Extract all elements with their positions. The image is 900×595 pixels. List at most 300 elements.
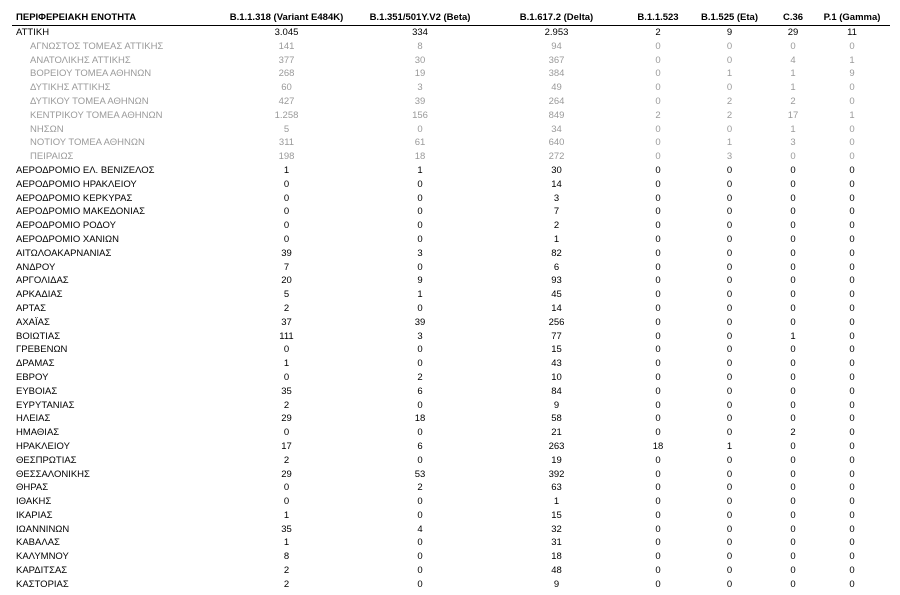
count-cell: 0	[849, 358, 855, 370]
count-cell: 0	[726, 330, 733, 342]
count-cell: 0	[790, 578, 796, 590]
count-cell: 30	[551, 164, 562, 176]
count-cell: 1	[790, 68, 796, 80]
count-cell: 0	[655, 275, 661, 287]
count-cell: 0	[726, 192, 733, 204]
count-cell: 3	[726, 151, 733, 163]
count-cell: 14	[551, 302, 562, 314]
count-cell: 3	[790, 137, 796, 149]
count-cell: 32	[551, 523, 562, 535]
count-cell: 2	[726, 109, 733, 121]
count-cell: 0	[417, 427, 423, 439]
variant-c36-column-header: C.36	[772, 10, 814, 26]
table-row	[12, 26, 890, 40]
count-cell: 0	[849, 220, 855, 232]
count-cell: 0	[655, 371, 661, 383]
count-cell: 0	[655, 413, 661, 425]
count-cell: 15	[551, 344, 562, 356]
region-name-cell: ΗΛΕΙΑΣ	[16, 413, 51, 425]
table-row	[12, 550, 890, 564]
count-cell: 268	[278, 68, 295, 80]
count-cell: 0	[726, 123, 733, 135]
count-cell: 0	[849, 468, 855, 480]
count-cell: 1	[417, 289, 423, 301]
count-cell: 0	[655, 40, 661, 52]
count-cell: 156	[412, 109, 428, 121]
count-cell: 11	[847, 27, 857, 38]
count-cell: 392	[548, 468, 565, 480]
count-cell: 0	[417, 496, 423, 508]
count-cell: 3	[417, 247, 423, 259]
count-cell: 6	[553, 261, 560, 273]
count-cell: 263	[548, 440, 565, 452]
region-name-cell: ΠΕΙΡΑΙΩΣ	[30, 151, 74, 163]
count-cell: 0	[655, 427, 661, 439]
count-cell: 0	[790, 468, 796, 480]
table-row	[12, 261, 890, 275]
region-name-cell: ΑΤΤΙΚΗ	[16, 27, 50, 38]
count-cell: 0	[655, 358, 661, 370]
count-cell: 4	[790, 54, 796, 66]
count-cell: 0	[655, 523, 661, 535]
count-cell: 0	[790, 454, 796, 466]
count-cell: 1	[417, 164, 423, 176]
count-cell: 0	[849, 551, 855, 563]
count-cell: 0	[849, 289, 855, 301]
count-cell: 0	[726, 413, 733, 425]
count-cell: 0	[655, 482, 661, 494]
count-cell: 0	[655, 192, 661, 204]
count-cell: 0	[726, 358, 733, 370]
count-cell: 2	[726, 95, 733, 107]
region-name-cell: ΙΩΑΝΝΙΝΩΝ	[16, 523, 70, 535]
count-cell: 1	[790, 82, 796, 94]
region-name-cell: ΘΗΡΑΣ	[16, 482, 49, 494]
count-cell: 0	[417, 551, 423, 563]
count-cell: 0	[849, 206, 855, 218]
count-cell: 0	[790, 551, 796, 563]
count-cell: 18	[414, 151, 426, 163]
count-cell: 0	[849, 344, 855, 356]
count-cell: 111	[279, 330, 294, 342]
count-cell: 0	[655, 206, 661, 218]
count-cell: 9	[417, 275, 423, 287]
count-cell: 6	[417, 440, 423, 452]
table-row	[12, 564, 890, 578]
count-cell: 0	[726, 275, 733, 287]
count-cell: 0	[790, 261, 796, 273]
count-cell: 0	[283, 206, 290, 218]
sub-region-row	[12, 67, 890, 81]
count-cell: 0	[790, 358, 796, 370]
region-name-cell: ΑΡΤΑΣ	[16, 302, 46, 314]
count-cell: 2	[283, 302, 290, 314]
table-row	[12, 178, 890, 192]
count-cell: 377	[278, 54, 295, 66]
count-cell: 0	[417, 220, 423, 232]
count-cell: 9	[726, 27, 733, 38]
count-cell: 0	[849, 192, 855, 204]
count-cell: 0	[655, 302, 661, 314]
count-cell: 0	[655, 551, 661, 563]
count-cell: 0	[849, 82, 855, 94]
count-cell: 0	[790, 344, 796, 356]
count-cell: 1	[790, 330, 796, 342]
count-cell: 93	[551, 275, 562, 287]
count-cell: 0	[790, 413, 796, 425]
count-cell: 0	[849, 178, 855, 190]
count-cell: 0	[726, 82, 733, 94]
count-cell: 0	[417, 344, 423, 356]
region-name-cell: ΑΡΚΑΔΙΑΣ	[16, 289, 63, 301]
count-cell: 0	[849, 261, 855, 273]
count-cell: 0	[283, 427, 290, 439]
count-cell: 39	[281, 247, 292, 259]
count-cell: 0	[417, 233, 423, 245]
count-cell: 2	[553, 220, 560, 232]
count-cell: 427	[278, 95, 295, 107]
count-cell: 0	[790, 537, 796, 549]
count-cell: 0	[790, 523, 796, 535]
table-row	[12, 357, 890, 371]
region-name-cell: ΒΟΙΩΤΙΑΣ	[16, 330, 61, 342]
count-cell: 37	[281, 316, 292, 328]
count-cell: 0	[849, 137, 855, 149]
variant-b11523-column-header: B.1.1.523	[629, 10, 687, 26]
count-cell: 0	[726, 289, 733, 301]
count-cell: 0	[849, 371, 855, 383]
count-cell: 272	[548, 151, 565, 163]
count-cell: 0	[790, 371, 796, 383]
variant-eta-column-header: B.1.525 (Eta)	[687, 10, 772, 26]
count-cell: 35	[281, 385, 292, 397]
table-row	[12, 192, 890, 206]
count-cell: 0	[726, 40, 733, 52]
count-cell: 0	[726, 233, 733, 245]
region-name-cell: ΒΟΡΕΙΟΥ ΤΟΜΕΑ ΑΘΗΝΩΝ	[30, 68, 152, 80]
count-cell: 53	[414, 468, 426, 480]
count-cell: 10	[551, 371, 562, 383]
count-cell: 0	[849, 482, 855, 494]
count-cell: 94	[551, 40, 562, 52]
count-cell: 849	[548, 109, 565, 121]
count-cell: 49	[551, 82, 562, 94]
region-name-cell: ΘΕΣΠΡΩΤΙΑΣ	[16, 454, 77, 466]
count-cell: 29	[281, 468, 292, 480]
count-cell: 0	[417, 358, 423, 370]
region-column-header: ΠΕΡΙΦΕΡΕΙΑΚΗ ΕΝΟΤΗΤΑ	[12, 10, 217, 26]
region-name-cell: ΑΝΑΤΟΛΙΚΗΣ ΑΤΤΙΚΗΣ	[30, 54, 131, 66]
count-cell: 31	[551, 537, 562, 549]
count-cell: 0	[849, 565, 855, 577]
count-cell: 0	[726, 247, 733, 259]
count-cell: 0	[790, 289, 796, 301]
count-cell: 0	[849, 95, 855, 107]
count-cell: 61	[414, 137, 426, 149]
header-row	[12, 10, 890, 26]
count-cell: 0	[655, 565, 661, 577]
count-cell: 19	[551, 454, 562, 466]
count-cell: 17	[787, 109, 799, 121]
variants-table	[12, 10, 890, 592]
count-cell: 0	[726, 385, 733, 397]
count-cell: 0	[283, 192, 290, 204]
sub-region-row	[12, 109, 890, 123]
count-cell: 0	[790, 316, 796, 328]
count-cell: 43	[551, 358, 562, 370]
count-cell: 0	[417, 454, 423, 466]
count-cell: 0	[790, 247, 796, 259]
count-cell: 1.258	[274, 109, 299, 121]
count-cell: 0	[849, 302, 855, 314]
count-cell: 0	[655, 220, 661, 232]
count-cell: 0	[283, 482, 290, 494]
variant-gamma-column-header: P.1 (Gamma)	[814, 10, 890, 26]
count-cell: 0	[726, 454, 733, 466]
count-cell: 0	[726, 164, 733, 176]
count-cell: 1	[849, 54, 855, 66]
count-cell: 0	[849, 40, 855, 52]
count-cell: 0	[726, 261, 733, 273]
count-cell: 0	[283, 178, 290, 190]
count-cell: 2	[283, 565, 290, 577]
table-row	[12, 468, 890, 482]
count-cell: 0	[655, 178, 661, 190]
count-cell: 0	[726, 371, 733, 383]
count-cell: 0	[849, 509, 855, 521]
count-cell: 0	[655, 509, 661, 521]
count-cell: 0	[655, 454, 661, 466]
sub-region-row	[12, 54, 890, 68]
count-cell: 0	[790, 151, 796, 163]
count-cell: 384	[548, 68, 565, 80]
count-cell: 0	[283, 220, 290, 232]
count-cell: 0	[726, 302, 733, 314]
count-cell: 0	[849, 399, 855, 411]
count-cell: 0	[417, 537, 423, 549]
count-cell: 0	[790, 482, 796, 494]
table-row	[12, 205, 890, 219]
count-cell: 0	[726, 54, 733, 66]
region-name-cell: ΚΑΒΑΛΑΣ	[16, 537, 60, 549]
count-cell: 0	[417, 302, 423, 314]
count-cell: 1	[726, 137, 733, 149]
count-cell: 0	[655, 261, 661, 273]
count-cell: 0	[849, 440, 855, 452]
region-name-cell: ΚΑΣΤΟΡΙΑΣ	[16, 578, 69, 590]
count-cell: 45	[551, 289, 562, 301]
count-cell: 2	[417, 482, 423, 494]
count-cell: 2	[283, 399, 290, 411]
table-row	[12, 578, 890, 592]
count-cell: 7	[553, 206, 560, 218]
variant-beta-column-header: B.1.351/501Y.V2 (Beta)	[356, 10, 484, 26]
table-row	[12, 247, 890, 261]
count-cell: 0	[790, 399, 796, 411]
region-name-cell: ΑΝΔΡΟΥ	[16, 261, 56, 273]
region-name-cell: ΗΡΑΚΛΕΙΟΥ	[16, 440, 70, 452]
count-cell: 0	[726, 565, 733, 577]
count-cell: 1	[849, 109, 855, 121]
table-row	[12, 274, 890, 288]
count-cell: 0	[417, 192, 423, 204]
count-cell: 0	[790, 178, 796, 190]
count-cell: 2	[283, 578, 290, 590]
region-name-cell: ΑΕΡΟΔΡΟΜΙΟ ΗΡΑΚΛΕΙΟΥ	[16, 178, 137, 190]
count-cell: 0	[849, 578, 855, 590]
count-cell: 21	[551, 427, 562, 439]
count-cell: 0	[283, 233, 290, 245]
count-cell: 63	[551, 482, 562, 494]
count-cell: 0	[283, 371, 290, 383]
count-cell: 0	[849, 316, 855, 328]
count-cell: 30	[414, 54, 426, 66]
count-cell: 0	[726, 316, 733, 328]
sub-region-row	[12, 123, 890, 137]
count-cell: 0	[849, 233, 855, 245]
count-cell: 0	[849, 385, 855, 397]
count-cell: 0	[849, 151, 855, 163]
count-cell: 9	[553, 399, 560, 411]
count-cell: 18	[652, 440, 664, 452]
count-cell: 640	[548, 137, 565, 149]
region-name-cell: ΚΑΡΔΙΤΣΑΣ	[16, 565, 68, 577]
count-cell: 77	[551, 330, 562, 342]
region-name-cell: ΕΒΡΟΥ	[16, 371, 49, 383]
count-cell: 0	[849, 454, 855, 466]
count-cell: 0	[655, 151, 661, 163]
count-cell: 0	[726, 509, 733, 521]
sub-region-row	[12, 81, 890, 95]
count-cell: 0	[655, 399, 661, 411]
count-cell: 0	[790, 509, 796, 521]
count-cell: 3	[417, 330, 423, 342]
region-name-cell: ΙΚΑΡΙΑΣ	[16, 509, 53, 521]
count-cell: 367	[548, 54, 565, 66]
count-cell: 2	[417, 371, 423, 383]
count-cell: 0	[655, 344, 661, 356]
count-cell: 0	[655, 54, 661, 66]
region-name-cell: ΘΕΣΣΑΛΟΝΙΚΗΣ	[16, 468, 90, 480]
count-cell: 0	[726, 427, 733, 439]
count-cell: 8	[417, 40, 423, 52]
count-cell: 2	[655, 109, 661, 121]
count-cell: 0	[849, 523, 855, 535]
count-cell: 0	[726, 399, 733, 411]
count-cell: 0	[417, 509, 423, 521]
count-cell: 84	[551, 385, 562, 397]
region-name-cell: ΕΥΡΥΤΑΝΙΑΣ	[16, 399, 75, 411]
count-cell: 19	[414, 68, 426, 80]
count-cell: 0	[790, 220, 796, 232]
count-cell: 0	[655, 496, 661, 508]
region-name-cell: ΑΡΓΟΛΙΔΑΣ	[16, 275, 69, 287]
region-name-cell: ΝΗΣΩΝ	[30, 123, 64, 135]
region-name-cell: ΑΓΝΩΣΤΟΣ ΤΟΜΕΑΣ ΑΤΤΙΚΗΣ	[30, 40, 164, 52]
region-name-cell: ΑΧΑΪΑΣ	[16, 316, 50, 328]
count-cell: 0	[655, 289, 661, 301]
count-cell: 141	[278, 40, 295, 52]
count-cell: 29	[787, 27, 799, 38]
count-cell: 0	[655, 95, 661, 107]
count-cell: 0	[790, 496, 796, 508]
region-name-cell: ΙΘΑΚΗΣ	[16, 496, 52, 508]
count-cell: 1	[790, 123, 796, 135]
count-cell: 60	[281, 82, 292, 94]
sub-region-row	[12, 150, 890, 164]
table-row	[12, 536, 890, 550]
count-cell: 0	[417, 261, 423, 273]
count-cell: 0	[849, 164, 855, 176]
region-name-cell: ΑΕΡΟΔΡΟΜΙΟ ΧΑΝΙΩΝ	[16, 233, 119, 245]
table-row	[12, 233, 890, 247]
count-cell: 0	[726, 523, 733, 535]
count-cell: 0	[849, 413, 855, 425]
count-cell: 0	[849, 427, 855, 439]
count-cell: 0	[417, 123, 423, 135]
region-name-cell: ΑΙΤΩΛΟΑΚΑΡΝΑΝΙΑΣ	[16, 247, 112, 259]
count-cell: 0	[655, 68, 661, 80]
count-cell: 18	[414, 413, 426, 425]
count-cell: 0	[655, 537, 661, 549]
count-cell: 0	[790, 192, 796, 204]
count-cell: 0	[726, 496, 733, 508]
count-cell: 0	[790, 440, 796, 452]
table-row	[12, 426, 890, 440]
count-cell: 0	[655, 247, 661, 259]
count-cell: 0	[417, 206, 423, 218]
count-cell: 0	[726, 551, 733, 563]
count-cell: 39	[414, 95, 426, 107]
count-cell: 1	[553, 496, 560, 508]
count-cell: 0	[849, 496, 855, 508]
table-row	[12, 454, 890, 468]
count-cell: 0	[726, 578, 733, 590]
count-cell: 0	[790, 385, 796, 397]
table-row	[12, 219, 890, 233]
count-cell: 264	[548, 95, 565, 107]
count-cell: 256	[548, 316, 565, 328]
region-name-cell: ΑΕΡΟΔΡΟΜΙΟ ΕΛ. ΒΕΝΙΖΕΛΟΣ	[16, 164, 155, 176]
count-cell: 2.953	[544, 27, 569, 38]
count-cell: 1	[283, 537, 290, 549]
count-cell: 0	[655, 578, 661, 590]
region-name-cell: ΕΥΒΟΙΑΣ	[16, 385, 58, 397]
count-cell: 0	[790, 164, 796, 176]
count-cell: 2	[655, 27, 661, 38]
region-name-cell: ΔΡΑΜΑΣ	[16, 358, 55, 370]
count-cell: 0	[655, 164, 661, 176]
count-cell: 0	[726, 344, 733, 356]
variant-e484k-column-header: B.1.1.318 (Variant E484K)	[217, 10, 356, 26]
count-cell: 3	[553, 192, 560, 204]
count-cell: 0	[849, 123, 855, 135]
count-cell: 2	[283, 454, 290, 466]
count-cell: 0	[655, 123, 661, 135]
count-cell: 3	[417, 82, 423, 94]
count-cell: 82	[551, 247, 562, 259]
count-cell: 0	[849, 247, 855, 259]
region-name-cell: ΑΕΡΟΔΡΟΜΙΟ ΚΕΡΚΥΡΑΣ	[16, 192, 133, 204]
count-cell: 0	[283, 344, 290, 356]
count-cell: 34	[551, 123, 562, 135]
count-cell: 18	[551, 551, 562, 563]
count-cell: 0	[849, 275, 855, 287]
count-cell: 0	[790, 565, 796, 577]
region-name-cell: ΚΑΛΥΜΝΟΥ	[16, 551, 69, 563]
variant-delta-column-header: B.1.617.2 (Delta)	[484, 10, 629, 26]
count-cell: 5	[283, 289, 290, 301]
